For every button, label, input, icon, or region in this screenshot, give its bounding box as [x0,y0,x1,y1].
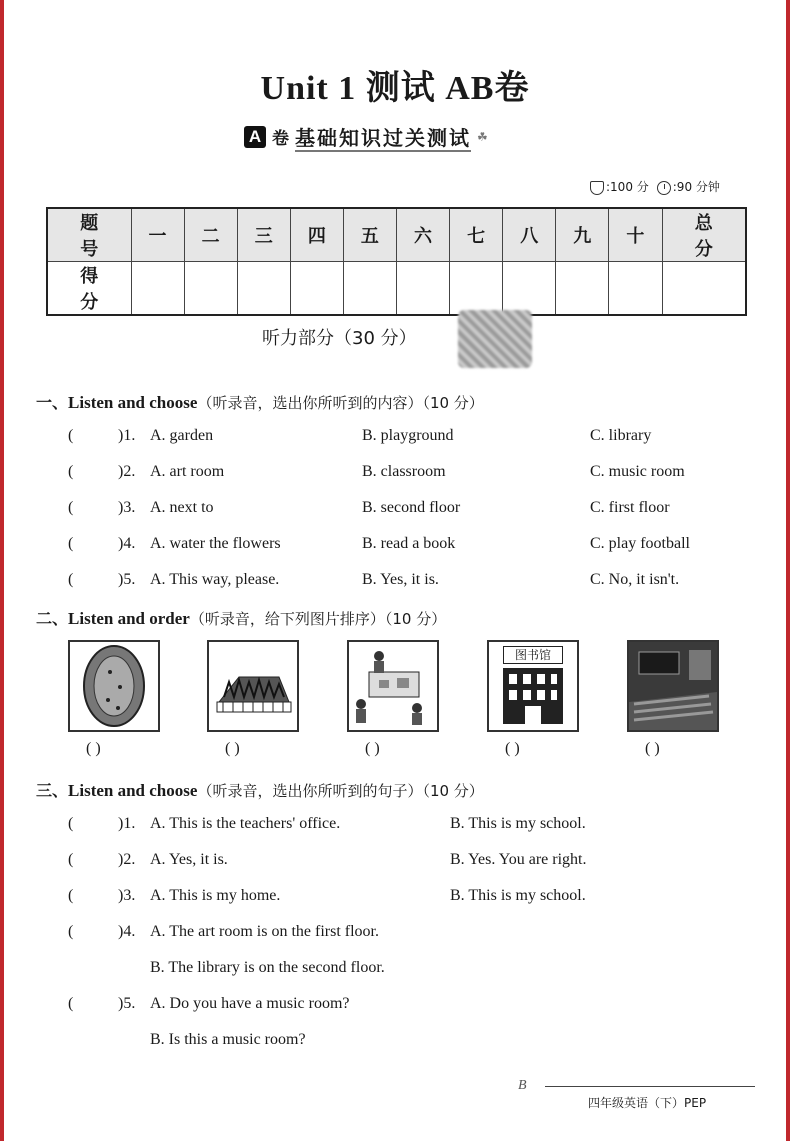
answer-blank[interactable]: ( [68,463,74,480]
score-table [46,207,747,316]
option-a: A. The art room is on the first floor. [150,923,379,940]
option-a: A. garden [150,427,214,444]
score-cell[interactable] [184,262,237,316]
part3-question-4 [0,923,790,947]
column-8: 八 [503,208,556,262]
page-title: Unit 1 测试 AB卷 [260,70,530,107]
option-a: A. water the flowers [150,535,281,552]
subtitle [244,122,488,151]
page-mark: B [518,1078,527,1093]
picture-answer-blank[interactable]: ( ) [365,740,380,757]
option-c: C. library [590,427,652,444]
garden-picture [207,640,299,732]
column-10: 十 [609,208,662,262]
question-number-label: 题 号 [47,208,131,262]
option-a: A. Yes, it is. [150,851,228,868]
part3-heading [36,778,484,801]
question-number: )5. [118,995,136,1012]
qr-code-icon[interactable] [458,310,532,368]
question-number: )2. [118,463,136,480]
answer-blank[interactable]: ( [68,923,74,940]
column-9: 九 [556,208,609,262]
time-limit-text: :90 分钟 [672,180,720,194]
score-cell[interactable] [609,262,662,316]
part3-prefix: 三、 [36,781,69,800]
section-badge: A [244,126,266,148]
part3-heading-cn: （听录音，选出你所听到的句子）（10 分） [197,782,484,800]
picture-answer-blank[interactable]: ( ) [505,740,520,757]
part1-question-1 [0,427,790,451]
option-b: B. This is my school. [450,887,586,904]
option-a: A. This way, please. [150,571,280,588]
score-cell[interactable] [237,262,290,316]
score-info [590,178,720,195]
score-cell[interactable] [556,262,609,316]
option-b: B. This is my school. [450,815,586,832]
question-number: )3. [118,499,136,516]
column-6: 六 [396,208,449,262]
column-4: 四 [290,208,343,262]
part1-prefix: 一、 [36,393,69,412]
score-cell[interactable] [343,262,396,316]
answer-blank[interactable]: ( [68,499,74,516]
footer-text: 四年级英语（下）PEP [588,1096,707,1110]
part1-question-5 [0,571,790,595]
part3-question-1 [0,815,790,839]
question-number: )1. [118,815,136,832]
score-table-header-row [47,208,746,262]
part1-question-2 [0,463,790,487]
library-sign: 图书馆 [503,646,563,664]
clock-icon [657,181,671,195]
question-number: )4. [118,535,136,552]
subtitle-text: 基础知识过关测试 [295,126,471,150]
score-cell[interactable] [396,262,449,316]
time-limit [657,178,720,195]
part2-heading [36,606,446,629]
question-number: )1. [118,427,136,444]
trophy-icon [590,181,604,195]
option-c: C. music room [590,463,685,480]
column-2: 二 [184,208,237,262]
classroom-picture [627,640,719,732]
question-number: )3. [118,887,136,904]
option-b: B. Yes. You are right. [450,851,587,868]
score-cell[interactable] [290,262,343,316]
leaf-icon: ☘ [477,129,488,144]
listening-section-title: 听力部分（30 分） [262,328,417,349]
answer-blank[interactable]: ( [68,887,74,904]
option-a: A. next to [150,499,214,516]
full-marks [590,178,649,195]
column-1: 一 [131,208,184,262]
option-b: B. The library is on the second floor. [150,959,385,976]
option-b: B. Is this a music room? [150,1031,306,1048]
answer-blank[interactable]: ( [68,851,74,868]
answer-blank[interactable]: ( [68,815,74,832]
part2-prefix: 二、 [36,609,69,628]
score-cell[interactable] [450,262,503,316]
part3-question-2 [0,851,790,875]
footer-divider [545,1086,755,1087]
option-b: B. playground [362,427,454,444]
answer-blank[interactable]: ( [68,535,74,552]
option-c: C. first floor [590,499,670,516]
picture-answer-blank[interactable]: ( ) [86,740,101,757]
option-a: A. This is my home. [150,887,281,904]
score-table-score-row [47,262,746,316]
score-cell[interactable] [131,262,184,316]
column-7: 七 [450,208,503,262]
option-c: C. No, it isn't. [590,571,680,588]
option-b: B. second floor [362,499,461,516]
library-picture [487,640,579,732]
part3-question-3 [0,887,790,911]
total-label: 总 分 [662,208,746,262]
part1-question-4 [0,535,790,559]
part1-question-3 [0,499,790,523]
full-marks-text: :100 分 [606,180,649,194]
question-number: )2. [118,851,136,868]
option-b: B. classroom [362,463,446,480]
part3-question-5 [0,995,790,1019]
part3-heading-en: Listen and choose [68,781,198,800]
question-number: )5. [118,571,136,588]
option-c: C. play football [590,535,690,552]
part2-heading-en: Listen and order [68,609,190,628]
part2-heading-cn: （听录音，给下列图片排序）（10 分） [189,610,447,628]
section-badge-suffix: 卷 [272,129,289,149]
answer-blank[interactable]: ( [68,995,74,1012]
part1-heading-cn: （听录音，选出你所听到的内容）（10 分） [197,394,484,412]
part3-question-4-option-b [0,959,790,983]
picture-answer-blank[interactable]: ( ) [225,740,240,757]
score-label: 得 分 [47,262,131,316]
column-5: 五 [343,208,396,262]
part1-heading-en: Listen and choose [68,393,198,412]
question-number: )4. [118,923,136,940]
playground-picture [68,640,160,732]
option-a: A. art room [150,463,225,480]
option-b: B. Yes, it is. [362,571,439,588]
picture-answer-blank[interactable]: ( ) [645,740,660,757]
option-b: B. read a book [362,535,456,552]
part1-heading [36,390,484,413]
part3-question-5-option-b [0,1031,790,1055]
score-cell[interactable] [503,262,556,316]
answer-blank[interactable]: ( [68,427,74,444]
total-score-cell[interactable] [662,262,746,316]
option-a: A. This is the teachers' office. [150,815,341,832]
column-3: 三 [237,208,290,262]
teachers-office-picture [347,640,439,732]
answer-blank[interactable]: ( [68,571,74,588]
option-a: A. Do you have a music room? [150,995,350,1012]
